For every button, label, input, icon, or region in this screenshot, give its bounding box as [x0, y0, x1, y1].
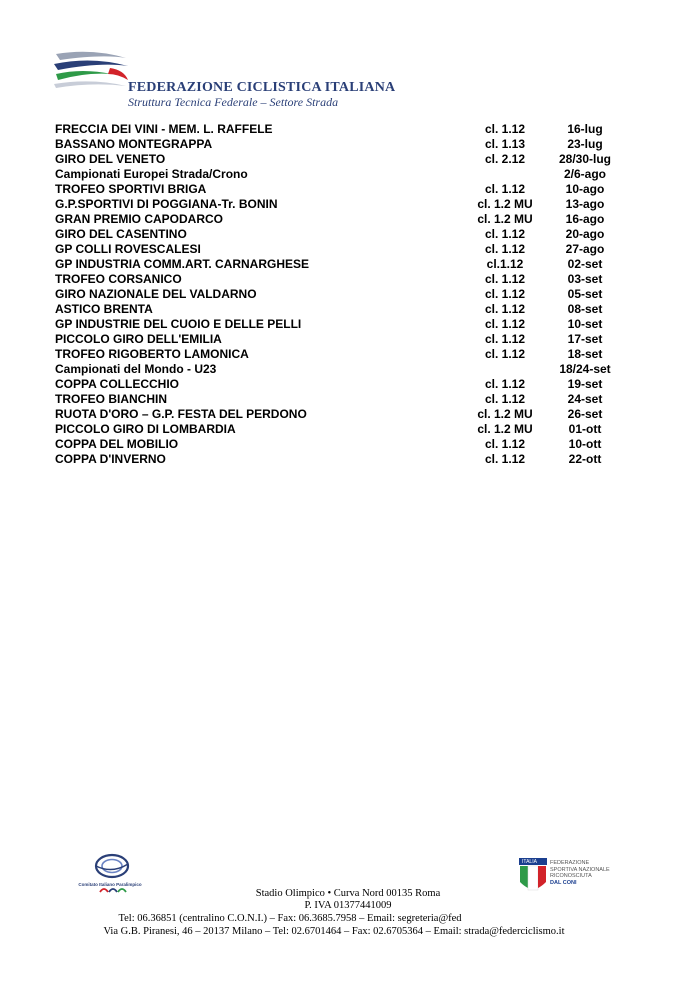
race-name: GP COLLI ROVESCALESI	[55, 242, 201, 256]
race-class: cl. 2.12	[484, 152, 526, 166]
organization-name: FEDERAZIONE CICLISTICA ITALIANA	[128, 80, 396, 95]
race-name: PICCOLO GIRO DI LOMBARDIA	[55, 422, 236, 436]
race-row	[55, 242, 605, 257]
race-row	[55, 362, 611, 377]
race-date: 27-ago	[565, 242, 605, 256]
race-class: cl. 1.2 MU	[477, 212, 533, 226]
race-name: TROFEO BIANCHIN	[55, 392, 167, 406]
race-row	[55, 437, 602, 452]
race-class: cl. 1.12	[484, 452, 526, 466]
race-name: GRAN PREMIO CAPODARCO	[55, 212, 224, 226]
race-class: cl. 1.12	[484, 317, 526, 331]
race-row	[55, 377, 603, 392]
race-date: 18/24-set	[559, 362, 611, 376]
race-date: 2/6-ago	[563, 167, 606, 181]
race-date: 08-set	[567, 302, 603, 316]
race-name: COPPA D'INVERNO	[55, 452, 166, 466]
race-date: 03-set	[567, 272, 603, 286]
fci-logo-icon	[52, 50, 130, 90]
race-name: ASTICO BRENTA	[55, 302, 153, 316]
race-row	[55, 197, 605, 212]
coni-italia-label: ITALIA	[522, 859, 537, 865]
race-date: 28/30-lug	[558, 152, 612, 166]
race-row	[55, 302, 603, 317]
race-name: G.P.SPORTIVI DI POGGIANA-Tr. BONIN	[55, 197, 278, 211]
race-row	[55, 287, 603, 302]
race-row	[55, 212, 605, 227]
race-date: 01-ott	[568, 422, 602, 436]
race-name: RUOTA D'ORO – G.P. FESTA DEL PERDONO	[55, 407, 307, 421]
footer-address: Stadio Olimpico • Curva Nord 00135 Roma	[255, 888, 441, 899]
race-row	[55, 452, 602, 467]
race-row	[55, 122, 603, 137]
race-name: COPPA COLLECCHIO	[55, 377, 180, 391]
race-class: cl. 1.12	[484, 182, 526, 196]
race-row	[55, 407, 603, 422]
paralympic-committee-label: Comitato Italiano Paralimpico	[78, 882, 142, 887]
race-name: Campionati del Mondo - U23	[55, 362, 217, 376]
race-row	[55, 422, 602, 437]
race-class: cl. 1.12	[484, 347, 526, 361]
race-class: cl. 1.12	[484, 392, 526, 406]
race-date: 16-ago	[565, 212, 605, 226]
race-date: 22-ott	[568, 452, 602, 466]
race-class: cl. 1.13	[484, 137, 526, 151]
race-row	[55, 167, 606, 182]
race-class: cl. 1.12	[484, 302, 526, 316]
race-class: cl. 1.12	[484, 437, 526, 451]
footer-vat: P. IVA 01377441009	[304, 900, 392, 911]
race-row	[55, 392, 603, 407]
race-class: cl. 1.2 MU	[477, 407, 533, 421]
race-date: 16-lug	[567, 122, 603, 136]
race-class: cl. 1.2 MU	[477, 197, 533, 211]
race-name: BASSANO MONTEGRAPPA	[55, 137, 213, 151]
race-class: cl. 1.12	[484, 242, 526, 256]
race-name: GIRO NAZIONALE DEL VALDARNO	[55, 287, 257, 301]
race-class: cl. 1.12	[484, 272, 526, 286]
race-class: cl. 1.2 MU	[477, 422, 533, 436]
race-date: 05-set	[567, 287, 603, 301]
race-date: 10-ott	[568, 437, 602, 451]
race-name: GP INDUSTRIE DEL CUOIO E DELLE PELLI	[55, 317, 302, 331]
race-date: 02-set	[567, 257, 603, 271]
race-class: cl. 1.12	[484, 227, 526, 241]
race-row	[55, 272, 603, 287]
race-row	[55, 137, 603, 152]
race-name: GIRO DEL CASENTINO	[55, 227, 187, 241]
footer-milan-contacts: Via G.B. Piranesi, 46 – 20137 Milano – Tel: 02.6701464 – Fax: 02.6705364 – Email: strada@federciclismo.it	[103, 926, 565, 937]
race-class: cl. 1.12	[484, 332, 526, 346]
race-name: FRECCIA DEI VINI - MEM. L. RAFFELE	[55, 122, 273, 136]
race-name: GP INDUSTRIA COMM.ART. CARNARGHESE	[55, 257, 310, 271]
race-date: 10-set	[567, 317, 603, 331]
race-date: 17-set	[567, 332, 603, 346]
race-row	[55, 227, 605, 242]
race-class: cl. 1.12	[484, 287, 526, 301]
footer-rome-contacts: Tel: 06.36851 (centralino C.O.N.I.) – Fax: 06.3685.7958 – Email: segreteria@fed	[118, 913, 462, 924]
race-calendar-list	[55, 122, 612, 467]
race-name: PICCOLO GIRO DELL'EMILIA	[55, 332, 222, 346]
race-row	[55, 317, 603, 332]
race-class: cl. 1.12	[484, 377, 526, 391]
race-name: TROFEO SPORTIVI BRIGA	[55, 182, 207, 196]
race-name: COPPA DEL MOBILIO	[55, 437, 179, 451]
race-name: TROFEO CORSANICO	[55, 272, 182, 286]
race-date: 10-ago	[565, 182, 605, 196]
race-date: 19-set	[567, 377, 603, 391]
race-row	[55, 347, 603, 362]
race-name: Campionati Europei Strada/Crono	[55, 167, 248, 181]
race-row	[55, 332, 603, 347]
race-row	[55, 182, 605, 197]
organization-subtitle: Struttura Tecnica Federale – Settore Strada	[128, 95, 339, 109]
coni-recognition-text: FEDERAZIONE SPORTIVA NAZIONALE RICONOSCIUTA DAL CONI	[550, 860, 610, 886]
race-date: 13-ago	[565, 197, 605, 211]
race-date: 20-ago	[565, 227, 605, 241]
race-class: cl. 1.12	[484, 122, 526, 136]
race-date: 23-lug	[567, 137, 603, 151]
race-date: 18-set	[567, 347, 603, 361]
race-class: cl.1.12	[486, 257, 524, 271]
race-name: TROFEO RIGOBERTO LAMONICA	[55, 347, 249, 361]
race-row	[55, 257, 603, 272]
race-name: GIRO DEL VENETO	[55, 152, 166, 166]
race-row	[55, 152, 612, 167]
race-date: 26-set	[567, 407, 603, 421]
race-date: 24-set	[567, 392, 603, 406]
